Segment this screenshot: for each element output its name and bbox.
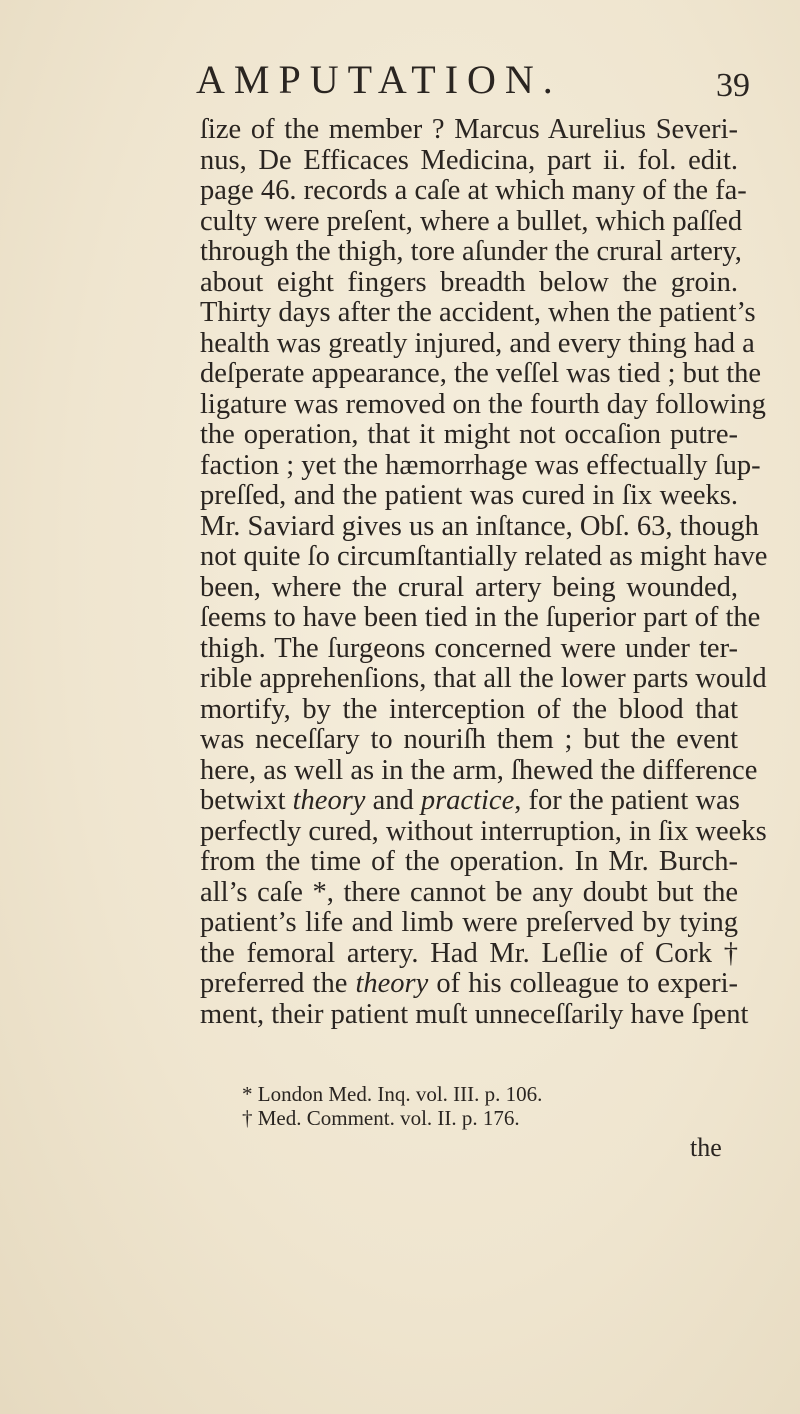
text-line: been, where the crural artery being wounded, <box>200 571 738 603</box>
text-line: Mr. Saviard gives us an inſtance, Obſ. 63, though <box>200 510 759 542</box>
text-line: was neceſſary to nouriſh them ; but the event <box>200 724 738 755</box>
text-line: ſeems to have been tied in the ſuperior part of the <box>200 602 761 633</box>
text-line: ſize of the member ? Marcus Aurelius Severi- <box>200 114 738 145</box>
text-line: preſſed, and the patient was cured in ſix weeks. <box>200 480 738 511</box>
text-line: page 46. records a caſe at which many of the fa- <box>200 175 747 206</box>
text-line: rible apprehenſions, that all the lower parts would <box>200 663 767 694</box>
footnote-2: † Med. Comment. vol. II. p. 176. <box>242 1106 520 1130</box>
catchword: the <box>690 1133 722 1162</box>
text-line: perfectly cured, without interruption, in ſix weeks <box>200 815 767 847</box>
text-line: about eight fingers breadth below the groin. <box>200 266 738 298</box>
text-line: patient’s life and limb were preſerved by tying <box>200 907 738 938</box>
text-line: culty were preſent, where a bullet, which paſſed <box>200 205 743 237</box>
text-line: thigh. The ſurgeons concerned were under ter- <box>200 632 738 664</box>
text-line: here, as well as in the arm, ſhewed the difference <box>200 754 758 786</box>
text-line: nus, De Efficaces Medicina, part ii. fol. edit. <box>200 144 738 176</box>
text-line: ligature was removed on the fourth day following <box>200 388 766 420</box>
text-line: deſperate appearance, the veſſel was tied ; but the <box>200 358 762 389</box>
running-title: AMPUTATION. <box>196 57 562 102</box>
text-line: all’s caſe *, there cannot be any doubt but the <box>200 876 738 908</box>
text-line: the operation, that it might not occaſion putre- <box>200 419 738 450</box>
text-line: from the time of the operation. In Mr. Burch- <box>200 846 738 877</box>
text-line: not quite ſo circumſtantially related as might have <box>200 541 768 572</box>
text-line: betwixt theory and practice, for the patient was <box>200 785 740 816</box>
text-line: the femoral artery. Had Mr. Leſlie of Cork † <box>200 937 738 969</box>
text-line: preferred the theory of his colleague to experi- <box>200 968 738 999</box>
text-line: mortify, by the interception of the blood that <box>200 693 738 725</box>
page-header <box>0 50 800 110</box>
text-line: ment, their patient muſt unneceſſarily have ſpent <box>200 998 749 1030</box>
text-line: Thirty days after the accident, when the patient’s <box>200 297 756 328</box>
text-line: through the thigh, tore aſunder the crural artery, <box>200 236 742 267</box>
text-line: health was greatly injured, and every thing had a <box>200 327 755 359</box>
text-line: faction ; yet the hæmorrhage was effectually ſup- <box>200 449 761 481</box>
footnote-1: * London Med. Inq. vol. III. p. 106. <box>242 1082 543 1106</box>
page-number: 39 <box>716 67 750 104</box>
